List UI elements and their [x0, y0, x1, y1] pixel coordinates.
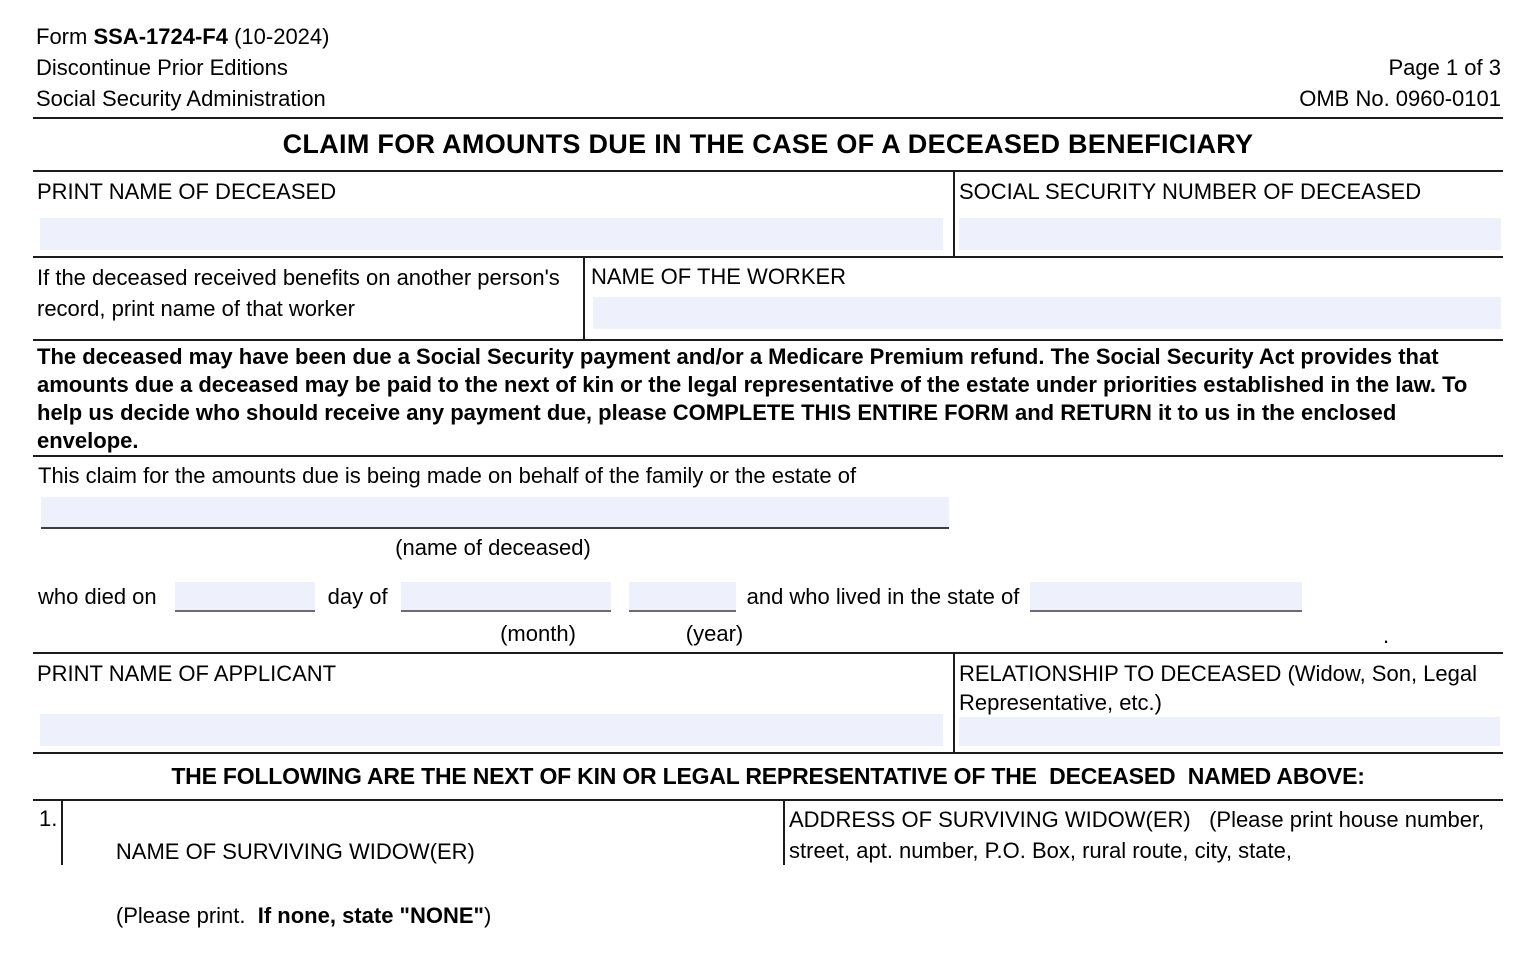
relationship-label: RELATIONSHIP TO DECEASED (Widow, Son, Legal Representative, etc.) — [959, 661, 1478, 715]
if-none-bold-text: If none, state "NONE" — [257, 903, 484, 928]
deceased-name-label: PRINT NAME OF DECEASED — [37, 179, 337, 204]
deceased-ssn-cell — [955, 172, 1503, 256]
please-print-prefix: (Please print. — [115, 903, 258, 928]
worker-name-cell — [585, 258, 1503, 339]
applicant-row — [33, 654, 1503, 754]
relationship-cell — [955, 654, 1503, 752]
applicant-name-cell — [33, 654, 955, 752]
claim-section — [33, 457, 1503, 654]
sentence-period: . — [1383, 623, 1390, 648]
worker-name-input[interactable] — [593, 297, 1501, 329]
form-content — [33, 0, 1503, 928]
form-id-block — [36, 21, 329, 114]
next-of-kin-heading: THE FOLLOWING ARE THE NEXT OF KIN OR LEGAL REPRESENTATIVE OF THE DECEASED NAMED ABOVE: — [33, 754, 1503, 801]
lived-in-state-text: and who lived in the state of — [746, 584, 1020, 609]
applicant-name-label: PRINT NAME OF APPLICANT — [37, 661, 337, 686]
form-number-line: Form SSA-1724-F4 (10-2024) — [36, 24, 330, 49]
month-caption: (month) — [500, 621, 576, 646]
omb-number: OMB No. 0960-0101 — [1299, 86, 1501, 111]
form-title: CLAIM FOR AMOUNTS DUE IN THE CASE OF A DECEASED BENEFICIARY — [33, 119, 1503, 172]
widow-name-cell — [63, 801, 785, 928]
notice-paragraph: The deceased may have been due a Social Security payment and/or a Medicare Premium refund. The Social Security Act provides that amounts due a deceased may be paid to the next of kin or the legal representative of the estate under priorities established in the law. To help us decide who should receive any payment due, please COMPLETE THIS ENTIRE FORM and RETURN it to us in the enclosed envelope. — [33, 341, 1503, 457]
form-number: SSA-1724-F4 — [93, 24, 228, 49]
state-input[interactable] — [1030, 582, 1302, 612]
claim-intro-text: This claim for the amounts due is being made on behalf of the family or the estate of — [38, 463, 857, 488]
applicant-name-input[interactable] — [40, 714, 943, 746]
death-month-input[interactable] — [401, 582, 611, 612]
year-caption: (year) — [685, 621, 744, 646]
worker-instruction-cell: If the deceased received benefits on another person's record, print name of that worker — [33, 258, 585, 339]
deceased-ssn-input[interactable] — [959, 218, 1501, 250]
death-date-line — [38, 578, 1503, 612]
deceased-name-cell — [33, 172, 955, 256]
name-of-deceased-caption: (name of deceased) — [395, 535, 591, 560]
widow-name-label: NAME OF SURVIVING WIDOW(ER) — [115, 839, 475, 864]
deceased-ssn-label: SOCIAL SECURITY NUMBER OF DECEASED — [959, 179, 1422, 204]
agency-line: Social Security Administration — [36, 86, 326, 111]
day-of-text: day of — [327, 584, 388, 609]
worker-name-label: NAME OF THE WORKER — [591, 264, 847, 289]
please-print-suffix: ) — [483, 903, 492, 928]
widow-row — [33, 801, 1503, 928]
claim-deceased-name-input[interactable] — [41, 497, 949, 529]
page-number: Page 1 of 3 — [1388, 55, 1501, 80]
death-year-input[interactable] — [629, 582, 736, 612]
discontinue-line: Discontinue Prior Editions — [36, 55, 288, 80]
died-prefix-text: who died on — [38, 584, 157, 609]
item-number: 1. — [33, 801, 63, 865]
page-meta-block — [1299, 52, 1501, 114]
deceased-name-input[interactable] — [40, 218, 943, 250]
deceased-row — [33, 172, 1503, 258]
worker-row — [33, 258, 1503, 341]
relationship-input[interactable] — [959, 717, 1500, 746]
widow-address-cell: ADDRESS OF SURVIVING WIDOW(ER) (Please print house number, street, apt. number, P.O. Box, rural route, city, state, — [789, 807, 1491, 863]
form-header — [33, 0, 1503, 119]
death-day-input[interactable] — [175, 582, 315, 612]
